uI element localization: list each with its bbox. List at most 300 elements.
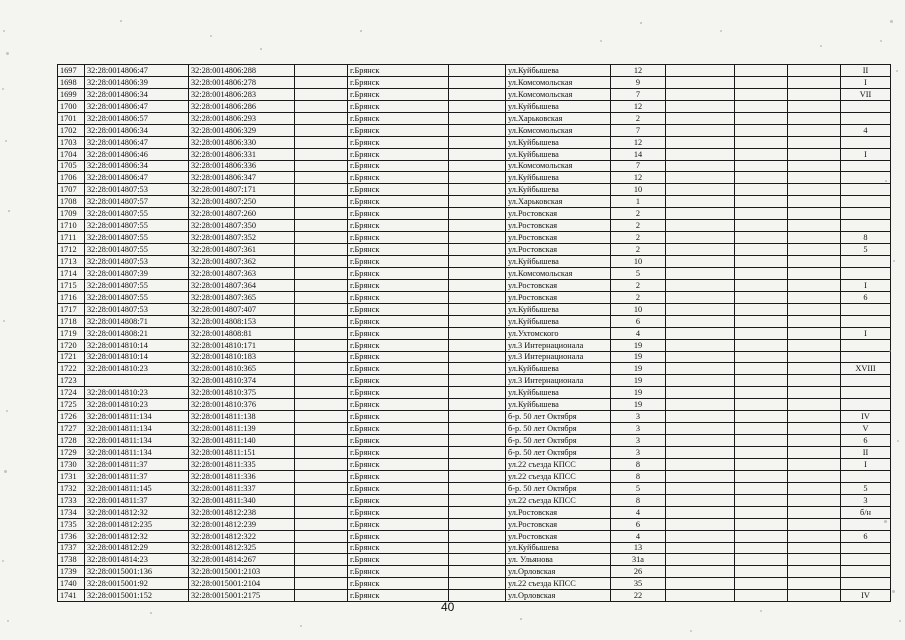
city-cell: г.Брянск	[348, 530, 449, 542]
row-number: 1730	[58, 458, 85, 470]
street-cell: ул.Куйбышева	[506, 65, 611, 77]
empty-cell	[735, 124, 788, 136]
empty-cell	[666, 148, 735, 160]
land-cadastral-number: 32:28:0014811:145	[85, 482, 189, 494]
table-row	[58, 196, 891, 208]
premises-number-cell: I	[841, 327, 891, 339]
empty-cell	[666, 411, 735, 423]
street-cell: ул.Комсомольская	[506, 160, 611, 172]
empty-cell	[449, 208, 506, 220]
table-row	[58, 566, 891, 578]
row-number: 1701	[58, 112, 85, 124]
city-cell: г.Брянск	[348, 220, 449, 232]
empty-cell	[449, 220, 506, 232]
empty-cell	[788, 291, 841, 303]
scan-noise-speck	[760, 610, 762, 612]
house-number-cell: 1	[611, 196, 666, 208]
empty-cell	[666, 482, 735, 494]
empty-cell	[666, 220, 735, 232]
premises-number-cell: б/н	[841, 506, 891, 518]
street-cell: ул.Куйбышева	[506, 136, 611, 148]
table-row	[58, 232, 891, 244]
empty-cell	[788, 435, 841, 447]
empty-cell	[666, 124, 735, 136]
table-row	[58, 208, 891, 220]
empty-cell	[788, 220, 841, 232]
empty-cell	[449, 160, 506, 172]
empty-cell	[735, 351, 788, 363]
house-number-cell: 22	[611, 590, 666, 602]
empty-cell	[666, 136, 735, 148]
empty-cell	[666, 470, 735, 482]
object-cadastral-number: 32:28:0014812:322	[189, 530, 295, 542]
row-number: 1741	[58, 590, 85, 602]
street-cell: ул.3 Интернационала	[506, 339, 611, 351]
empty-cell	[788, 566, 841, 578]
empty-cell	[295, 375, 348, 387]
empty-cell	[666, 327, 735, 339]
row-number: 1727	[58, 423, 85, 435]
house-number-cell: 35	[611, 578, 666, 590]
table-row	[58, 578, 891, 590]
empty-cell	[788, 76, 841, 88]
object-cadastral-number: 32:28:0014808:153	[189, 315, 295, 327]
row-number: 1705	[58, 160, 85, 172]
row-number: 1715	[58, 279, 85, 291]
empty-cell	[295, 303, 348, 315]
empty-cell	[788, 184, 841, 196]
empty-cell	[735, 256, 788, 268]
empty-cell	[449, 363, 506, 375]
table-row	[58, 112, 891, 124]
premises-number-cell	[841, 100, 891, 112]
street-cell: ул.Ростовская	[506, 518, 611, 530]
table-row	[58, 124, 891, 136]
object-cadastral-number: 32:28:0014812:239	[189, 518, 295, 530]
empty-cell	[788, 411, 841, 423]
empty-cell	[735, 506, 788, 518]
empty-cell	[449, 256, 506, 268]
empty-cell	[666, 518, 735, 530]
city-cell: г.Брянск	[348, 506, 449, 518]
empty-cell	[788, 375, 841, 387]
empty-cell	[666, 65, 735, 77]
house-number-cell: 3	[611, 423, 666, 435]
street-cell: ул.Куйбышева	[506, 256, 611, 268]
empty-cell	[666, 590, 735, 602]
empty-cell	[295, 184, 348, 196]
house-number-cell: 10	[611, 303, 666, 315]
house-number-cell: 4	[611, 327, 666, 339]
empty-cell	[788, 542, 841, 554]
empty-cell	[666, 196, 735, 208]
city-cell: г.Брянск	[348, 494, 449, 506]
table-row	[58, 530, 891, 542]
object-cadastral-number: 32:28:0014811:336	[189, 470, 295, 482]
table-row	[58, 399, 891, 411]
empty-cell	[666, 447, 735, 459]
premises-number-cell	[841, 554, 891, 566]
empty-cell	[449, 88, 506, 100]
house-number-cell: 12	[611, 100, 666, 112]
table-row	[58, 542, 891, 554]
empty-cell	[788, 494, 841, 506]
premises-number-cell	[841, 315, 891, 327]
empty-cell	[449, 387, 506, 399]
land-cadastral-number: 32:28:0014810:23	[85, 399, 189, 411]
table-row	[58, 279, 891, 291]
scan-noise-speck	[7, 620, 9, 622]
empty-cell	[788, 423, 841, 435]
city-cell: г.Брянск	[348, 267, 449, 279]
row-number: 1726	[58, 411, 85, 423]
empty-cell	[449, 399, 506, 411]
row-number: 1716	[58, 291, 85, 303]
empty-cell	[295, 160, 348, 172]
object-cadastral-number: 32:28:0015001:2103	[189, 566, 295, 578]
street-cell: ул.Комсомольская	[506, 88, 611, 100]
premises-number-cell: 6	[841, 291, 891, 303]
street-cell: ул. Ульянова	[506, 554, 611, 566]
house-number-cell: 3	[611, 411, 666, 423]
premises-number-cell: 4	[841, 124, 891, 136]
table-row	[58, 554, 891, 566]
street-cell: ул.22 съезда КПСС	[506, 494, 611, 506]
scan-noise-speck	[2, 560, 4, 562]
scan-noise-speck	[210, 35, 212, 37]
empty-cell	[666, 506, 735, 518]
house-number-cell: 6	[611, 518, 666, 530]
object-cadastral-number: 32:28:0014814:267	[189, 554, 295, 566]
empty-cell	[788, 327, 841, 339]
object-cadastral-number: 32:28:0014811:340	[189, 494, 295, 506]
table-row	[58, 506, 891, 518]
house-number-cell: 19	[611, 375, 666, 387]
empty-cell	[449, 303, 506, 315]
city-cell: г.Брянск	[348, 399, 449, 411]
house-number-cell: 4	[611, 530, 666, 542]
empty-cell	[735, 303, 788, 315]
empty-cell	[735, 554, 788, 566]
house-number-cell: 2	[611, 220, 666, 232]
empty-cell	[449, 327, 506, 339]
scan-noise-speck	[2, 88, 4, 90]
empty-cell	[295, 566, 348, 578]
empty-cell	[666, 554, 735, 566]
empty-cell	[788, 303, 841, 315]
land-cadastral-number: 32:28:0014812:32	[85, 530, 189, 542]
street-cell: ул.Ростовская	[506, 279, 611, 291]
empty-cell	[788, 88, 841, 100]
street-cell: б-р. 50 лет Октября	[506, 411, 611, 423]
empty-cell	[788, 447, 841, 459]
premises-number-cell	[841, 578, 891, 590]
object-cadastral-number: 32:28:0014806:293	[189, 112, 295, 124]
house-number-cell: 7	[611, 124, 666, 136]
city-cell: г.Брянск	[348, 470, 449, 482]
scan-noise-speck	[150, 612, 152, 614]
empty-cell	[788, 244, 841, 256]
empty-cell	[788, 482, 841, 494]
land-cadastral-number: 32:28:0014807:55	[85, 291, 189, 303]
house-number-cell: 3	[611, 435, 666, 447]
scan-noise-speck	[899, 620, 901, 622]
city-cell: г.Брянск	[348, 160, 449, 172]
street-cell: ул.Куйбышева	[506, 172, 611, 184]
empty-cell	[666, 339, 735, 351]
empty-cell	[449, 232, 506, 244]
empty-cell	[666, 363, 735, 375]
city-cell: г.Брянск	[348, 88, 449, 100]
empty-cell	[735, 423, 788, 435]
street-cell: ул.Ростовская	[506, 208, 611, 220]
land-cadastral-number: 32:28:0014808:21	[85, 327, 189, 339]
table-row	[58, 172, 891, 184]
table-row	[58, 458, 891, 470]
premises-number-cell: 5	[841, 482, 891, 494]
empty-cell	[295, 506, 348, 518]
object-cadastral-number: 32:28:0014810:171	[189, 339, 295, 351]
empty-cell	[295, 494, 348, 506]
land-cadastral-number: 32:28:0014811:37	[85, 470, 189, 482]
land-cadastral-number: 32:28:0014807:55	[85, 279, 189, 291]
street-cell: ул.22 съезда КПСС	[506, 470, 611, 482]
premises-number-cell	[841, 375, 891, 387]
empty-cell	[449, 518, 506, 530]
object-cadastral-number: 32:28:0014806:288	[189, 65, 295, 77]
row-number: 1735	[58, 518, 85, 530]
city-cell: г.Брянск	[348, 542, 449, 554]
empty-cell	[295, 124, 348, 136]
empty-cell	[295, 458, 348, 470]
scan-noise-speck	[3, 320, 5, 322]
object-cadastral-number: 32:28:0014807:364	[189, 279, 295, 291]
row-number: 1733	[58, 494, 85, 506]
premises-number-cell	[841, 351, 891, 363]
table-row	[58, 256, 891, 268]
house-number-cell: 5	[611, 267, 666, 279]
table-row	[58, 327, 891, 339]
empty-cell	[666, 303, 735, 315]
empty-cell	[735, 267, 788, 279]
house-number-cell: 12	[611, 65, 666, 77]
empty-cell	[735, 387, 788, 399]
house-number-cell: 2	[611, 244, 666, 256]
empty-cell	[735, 196, 788, 208]
street-cell: ул.Куйбышева	[506, 387, 611, 399]
scan-noise-speck	[120, 20, 122, 22]
table-row	[58, 494, 891, 506]
empty-cell	[295, 435, 348, 447]
house-number-cell: 7	[611, 88, 666, 100]
empty-cell	[788, 339, 841, 351]
city-cell: г.Брянск	[348, 65, 449, 77]
empty-cell	[788, 172, 841, 184]
scan-noise-speck	[6, 410, 8, 412]
table-row	[58, 303, 891, 315]
street-cell: ул.22 съезда КПСС	[506, 458, 611, 470]
empty-cell	[295, 423, 348, 435]
empty-cell	[295, 363, 348, 375]
empty-cell	[295, 447, 348, 459]
premises-number-cell	[841, 542, 891, 554]
empty-cell	[788, 196, 841, 208]
object-cadastral-number: 32:28:0014810:183	[189, 351, 295, 363]
street-cell: ул.Куйбышева	[506, 542, 611, 554]
scan-noise-speck	[690, 630, 692, 632]
empty-cell	[449, 566, 506, 578]
row-number: 1710	[58, 220, 85, 232]
house-number-cell: 19	[611, 399, 666, 411]
empty-cell	[666, 279, 735, 291]
street-cell: ул.Орловская	[506, 566, 611, 578]
row-number: 1737	[58, 542, 85, 554]
house-number-cell: 12	[611, 136, 666, 148]
empty-cell	[788, 590, 841, 602]
street-cell: ул.Куйбышева	[506, 184, 611, 196]
empty-cell	[735, 339, 788, 351]
land-cadastral-number: 32:28:0014806:39	[85, 76, 189, 88]
land-cadastral-number: 32:28:0014807:39	[85, 267, 189, 279]
street-cell: ул.Комсомольская	[506, 124, 611, 136]
street-cell: ул.Ростовская	[506, 220, 611, 232]
land-cadastral-number: 32:28:0014807:55	[85, 232, 189, 244]
row-number: 1718	[58, 315, 85, 327]
premises-number-cell: I	[841, 76, 891, 88]
street-cell: б-р. 50 лет Октября	[506, 423, 611, 435]
row-number: 1702	[58, 124, 85, 136]
city-cell: г.Брянск	[348, 315, 449, 327]
scan-noise-speck	[6, 52, 9, 55]
scan-noise-speck	[360, 30, 362, 32]
premises-number-cell	[841, 470, 891, 482]
empty-cell	[788, 554, 841, 566]
empty-cell	[788, 232, 841, 244]
empty-cell	[295, 339, 348, 351]
table-row	[58, 244, 891, 256]
empty-cell	[735, 542, 788, 554]
empty-cell	[295, 88, 348, 100]
street-cell: ул.Куйбышева	[506, 399, 611, 411]
empty-cell	[666, 267, 735, 279]
table-row	[58, 267, 891, 279]
scan-noise-speck	[880, 40, 882, 42]
empty-cell	[295, 578, 348, 590]
empty-cell	[735, 65, 788, 77]
scan-noise-speck	[820, 45, 822, 47]
city-cell: г.Брянск	[348, 566, 449, 578]
object-cadastral-number: 32:28:0014810:374	[189, 375, 295, 387]
table-row	[58, 435, 891, 447]
table-row	[58, 375, 891, 387]
land-cadastral-number: 32:28:0014806:34	[85, 88, 189, 100]
premises-number-cell: I	[841, 458, 891, 470]
row-number: 1724	[58, 387, 85, 399]
land-cadastral-number: 32:28:0014812:32	[85, 506, 189, 518]
empty-cell	[788, 578, 841, 590]
empty-cell	[295, 530, 348, 542]
empty-cell	[735, 411, 788, 423]
house-number-cell: 19	[611, 363, 666, 375]
empty-cell	[735, 470, 788, 482]
city-cell: г.Брянск	[348, 196, 449, 208]
house-number-cell: 19	[611, 339, 666, 351]
row-number: 1700	[58, 100, 85, 112]
table-row	[58, 160, 891, 172]
empty-cell	[295, 470, 348, 482]
house-number-cell: 10	[611, 256, 666, 268]
row-number: 1711	[58, 232, 85, 244]
house-number-cell: 19	[611, 351, 666, 363]
empty-cell	[449, 339, 506, 351]
premises-number-cell	[841, 399, 891, 411]
empty-cell	[666, 458, 735, 470]
street-cell: ул.3 Интернационала	[506, 375, 611, 387]
empty-cell	[295, 256, 348, 268]
row-number: 1698	[58, 76, 85, 88]
empty-cell	[449, 267, 506, 279]
empty-cell	[449, 494, 506, 506]
land-cadastral-number: 32:28:0014806:47	[85, 172, 189, 184]
scan-noise-speck	[890, 20, 893, 23]
empty-cell	[666, 351, 735, 363]
scan-noise-speck	[300, 625, 302, 627]
house-number-cell: 12	[611, 172, 666, 184]
empty-cell	[449, 530, 506, 542]
empty-cell	[449, 423, 506, 435]
object-cadastral-number: 32:28:0015001:2175	[189, 590, 295, 602]
land-cadastral-number: 32:28:0014810:23	[85, 387, 189, 399]
row-number: 1740	[58, 578, 85, 590]
scan-noise-speck	[720, 30, 722, 32]
scan-noise-speck	[893, 260, 895, 262]
land-cadastral-number: 32:28:0014811:37	[85, 494, 189, 506]
table-row	[58, 88, 891, 100]
city-cell: г.Брянск	[348, 554, 449, 566]
empty-cell	[788, 112, 841, 124]
empty-cell	[666, 112, 735, 124]
row-number: 1714	[58, 267, 85, 279]
object-cadastral-number: 32:28:0014808:81	[189, 327, 295, 339]
row-number: 1706	[58, 172, 85, 184]
empty-cell	[295, 267, 348, 279]
land-cadastral-number: 32:28:0014806:47	[85, 136, 189, 148]
city-cell: г.Брянск	[348, 124, 449, 136]
empty-cell	[666, 256, 735, 268]
premises-number-cell: I	[841, 148, 891, 160]
city-cell: г.Брянск	[348, 148, 449, 160]
object-cadastral-number: 32:28:0014807:363	[189, 267, 295, 279]
row-number: 1731	[58, 470, 85, 482]
object-cadastral-number: 32:28:0014806:330	[189, 136, 295, 148]
empty-cell	[295, 590, 348, 602]
empty-cell	[735, 590, 788, 602]
empty-cell	[449, 196, 506, 208]
empty-cell	[449, 447, 506, 459]
row-number: 1736	[58, 530, 85, 542]
street-cell: ул.Куйбышева	[506, 315, 611, 327]
table-row	[58, 315, 891, 327]
land-cadastral-number: 32:28:0014807:53	[85, 303, 189, 315]
premises-number-cell: XVIII	[841, 363, 891, 375]
empty-cell	[735, 208, 788, 220]
empty-cell	[735, 279, 788, 291]
land-cadastral-number: 32:28:0014810:14	[85, 339, 189, 351]
street-cell: ул.Куйбышева	[506, 100, 611, 112]
empty-cell	[735, 435, 788, 447]
object-cadastral-number: 32:28:0014806:278	[189, 76, 295, 88]
empty-cell	[666, 435, 735, 447]
